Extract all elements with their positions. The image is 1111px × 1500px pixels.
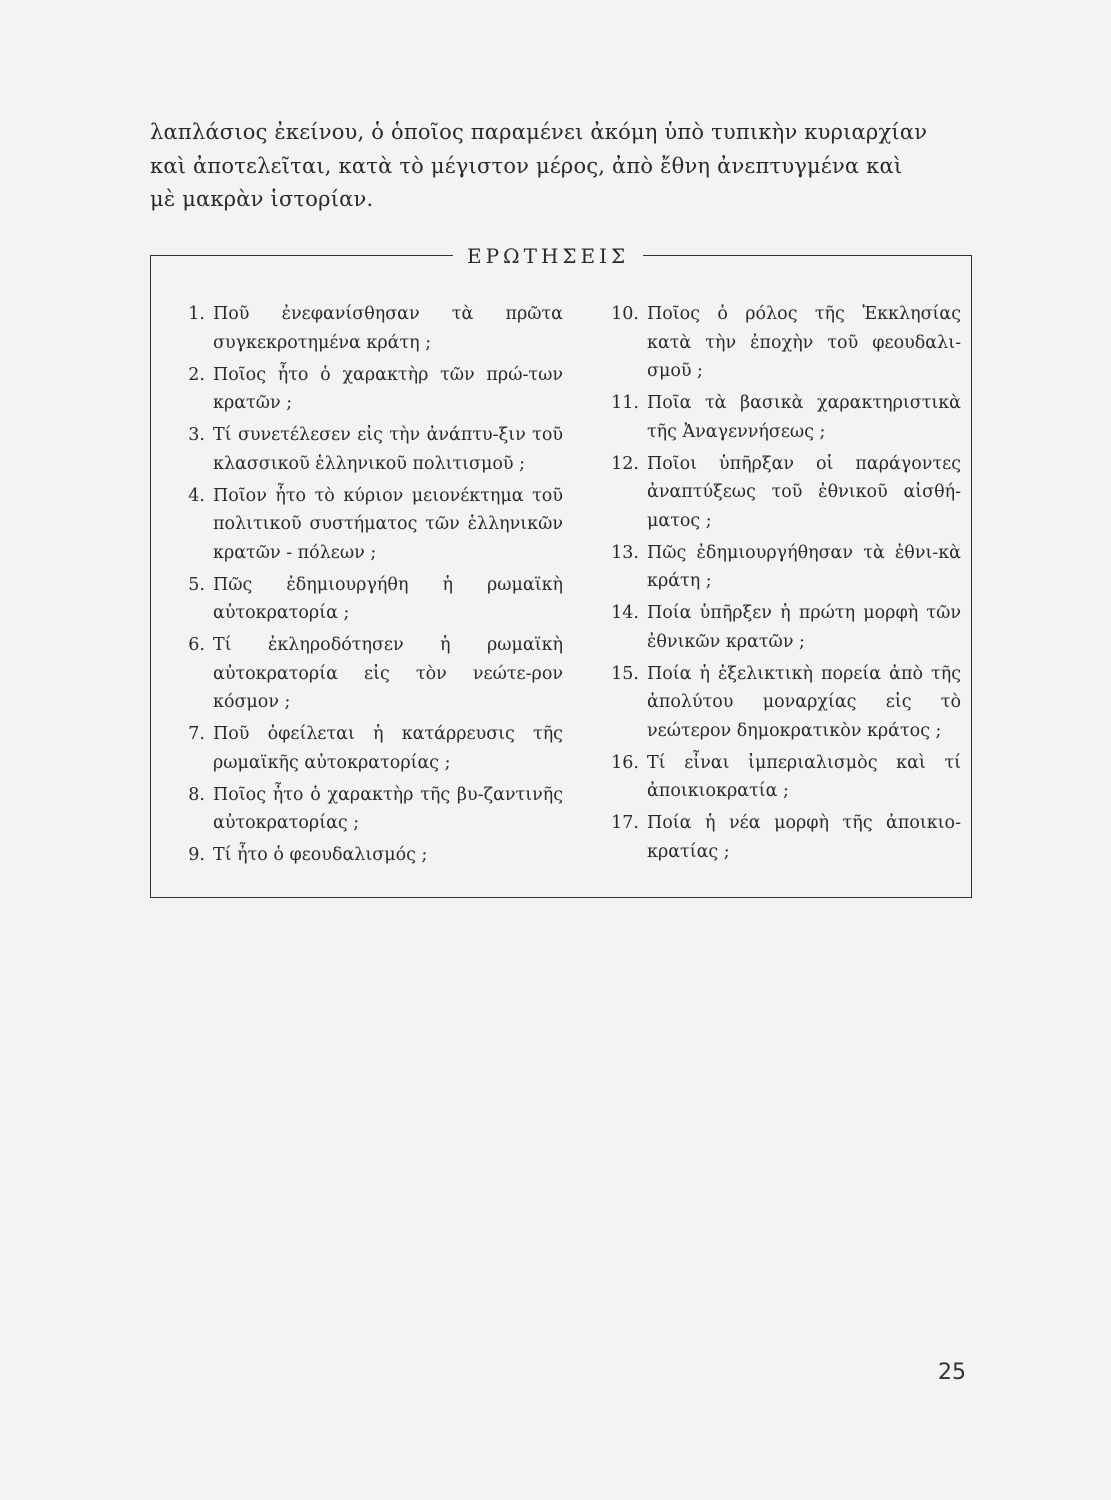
question-item (173, 482, 563, 568)
question-text: Πῶς ἐδημιουργήθησαν τὰ ἐθνι-κὰ κράτη ; (647, 542, 961, 591)
question-item (591, 660, 961, 746)
question-text: Ποία ἡ νέα μορφὴ τῆς ἀποικιο-κρατίας ; (647, 813, 961, 862)
questions-title: ΕΡΩΤΗΣΕΙΣ (453, 242, 643, 270)
intro-paragraph (150, 116, 970, 217)
question-number: 4. (188, 485, 205, 506)
question-item (173, 421, 563, 478)
question-item (591, 599, 961, 656)
question-number: 5. (188, 574, 205, 595)
question-text: Τί εἶναι ἰμπεριαλισμὸς καὶ τί ἀποικιοκρατία ; (647, 752, 961, 801)
intro-line: λαπλάσιος ἐκείνου, ὁ ὁποῖος παραμένει ἀκόμη ὑπὸ τυπικὴν κυριαρχίαν (150, 120, 928, 144)
question-item (173, 720, 563, 777)
question-number: 6. (188, 635, 205, 655)
question-item (173, 571, 563, 628)
question-number: 9. (188, 845, 205, 865)
question-number: 14. (611, 603, 639, 623)
questions-left-column (173, 300, 563, 873)
question-text: Ποία ὑπῆρξεν ἡ πρώτη μορφὴ τῶν ἐθνικῶν κρατῶν ; (647, 603, 961, 652)
question-number: 1. (188, 304, 205, 324)
question-number: 10. (611, 304, 639, 324)
question-number: 8. (188, 784, 205, 805)
question-text: Ποῖοι ὑπῆρξαν οἱ παράγοντες ἀναπτύξεως τοῦ ἐθνικοῦ αἰσθή-ματος ; (647, 453, 961, 531)
question-text: Ποῖον ἦτο τὸ κύριον μειονέκτημα τοῦ πολιτικοῦ συστήματος τῶν ἑλληνικῶν κρατῶν - πόλεων ; (213, 485, 563, 563)
question-item (591, 389, 961, 446)
question-text: Ποῦ ἐνεφανίσθησαν τὰ πρῶτα συγκεκροτημένα κράτη ; (213, 304, 563, 353)
question-item (591, 300, 961, 386)
questions-box (150, 244, 972, 898)
question-text: Ποία ἡ ἐξελικτικὴ πορεία ἀπὸ τῆς ἀπολύτου μοναρχίας εἰς τὸ νεώτερον δημοκρατικὸν κράτος ; (647, 663, 961, 741)
question-text: Πῶς ἐδημιουργήθη ἡ ρωμαϊκὴ αὐτοκρατορία ; (213, 574, 563, 623)
intro-line: καὶ ἀποτελεῖται, κατὰ τὸ μέγιστον μέρος, ἀπὸ ἔθνη ἀνεπτυγμένα καὶ (150, 153, 903, 178)
question-item (591, 539, 961, 596)
page-number: 25 (938, 1360, 966, 1385)
question-number: 7. (188, 724, 205, 744)
question-text: Ποῦ ὀφείλεται ἡ κατάρρευσις τῆς ρωμαϊκῆς αὐτοκρατορίας ; (213, 724, 563, 773)
question-item (591, 749, 961, 806)
question-number: 13. (611, 542, 639, 563)
question-text: Ποῖος ὁ ρόλος τῆς Ἐκκλησίας κατὰ τὴν ἐποχὴν τοῦ φεουδαλι-σμοῦ ; (647, 304, 961, 381)
question-number: 3. (188, 425, 205, 445)
question-item (591, 809, 961, 866)
question-number: 17. (611, 813, 639, 833)
question-item (173, 361, 563, 418)
question-text: Ποῖος ἦτο ὁ χαρακτὴρ τῶν πρώ-των κρατῶν ; (213, 364, 563, 413)
question-text: Ποῖος ἦτο ὁ χαρακτὴρ τῆς βυ-ζαντινῆς αὐτοκρατορίας ; (213, 784, 563, 833)
question-text: Τί ἦτο ὁ φεουδαλισμός ; (213, 845, 428, 865)
question-item (173, 300, 563, 357)
question-number: 11. (611, 393, 639, 413)
question-number: 16. (611, 752, 639, 773)
question-number: 2. (188, 364, 205, 385)
questions-right-column (591, 300, 961, 870)
question-text: Ποῖα τὰ βασικὰ χαρακτηριστικὰ τῆς Ἀναγεννήσεως ; (647, 393, 961, 442)
question-item (173, 631, 563, 717)
question-item (591, 450, 961, 536)
question-number: 15. (611, 663, 639, 684)
question-number: 12. (611, 453, 639, 474)
question-text: Τί ἐκληροδότησεν ἡ ρωμαϊκὴ αὐτοκρατορία εἰς τὸν νεώτε-ρον κόσμον ; (213, 635, 563, 712)
question-item (173, 781, 563, 838)
question-item (173, 841, 563, 870)
intro-line: μὲ μακρὰν ἱστορίαν. (150, 187, 374, 211)
question-text: Τί συνετέλεσεν εἰς τὴν ἀνάπτυ-ξιν τοῦ κλασσικοῦ ἑλληνικοῦ πολιτισμοῦ ; (213, 425, 563, 474)
